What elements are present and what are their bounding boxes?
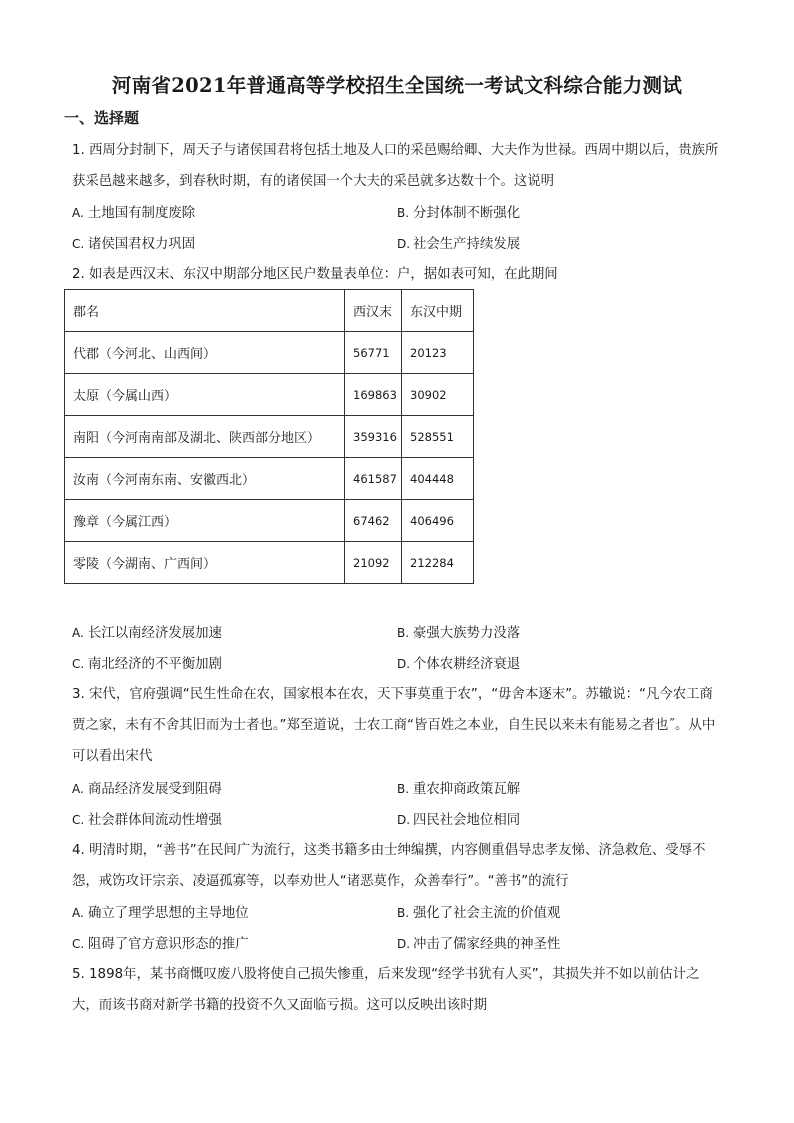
question-4-option-c: [72, 934, 249, 955]
option-text: 豪强大族势力没落: [413, 626, 521, 641]
question-3-option-a: [72, 779, 222, 800]
table-cell: 528551: [402, 416, 474, 458]
table-header-cell: 西汉末: [345, 290, 402, 332]
option-letter: A.: [72, 626, 84, 640]
option-letter: D.: [397, 813, 411, 827]
option-text: 重农抑商政策瓦解: [413, 782, 521, 797]
table-header-cell: 郡名: [65, 290, 345, 332]
table-cell: 南阳（今河南南部及湖北、陕西部分地区）: [65, 416, 345, 458]
option-text: 土地国有制度废除: [88, 206, 196, 221]
table-cell: 20123: [402, 332, 474, 374]
option-text: 阻碍了官方意识形态的推广: [88, 937, 249, 952]
question-3-option-c: [72, 810, 222, 831]
question-2-option-b: [397, 623, 520, 644]
table-row: [65, 416, 474, 458]
question-1-option-c: [72, 234, 195, 255]
question-4-stem: 4. 明清时期，“善书”在民间广为流行，这类书籍多由士绅编撰，内容侧重倡导忠孝友悌、济急救危、受辱不怨，戒饬攻讦宗亲、凌逼孤寡等，以奉劝世人“诸恶莫作，众善奉行”。“善书”的流行: [72, 843, 706, 889]
option-text: 南北经济的不平衡加剧: [88, 657, 222, 672]
question-3-stem: 3. 宋代，官府强调“民生性命在农，国家根本在农，天下事莫重于农”，“毋舍本逐末”。苏辙说：“凡今农工商贾之家，未有不舍其旧而为士者也。”郑至道说，士农工商“皆百姓之本业，自生民以来未有能易之者也˝。从中可以看出宋代: [72, 687, 716, 764]
page-title: 河南省2021年普通高等学校招生全国统一考试文科综合能力测试: [111, 74, 683, 97]
option-letter: A.: [72, 906, 84, 920]
table-header-row: [65, 290, 474, 332]
option-letter: D.: [397, 937, 411, 951]
question-4-option-b: [397, 903, 560, 924]
option-letter: A.: [72, 206, 84, 220]
table-cell: 359316: [345, 416, 402, 458]
table-cell: 豫章（今属江西）: [65, 500, 345, 542]
option-letter: B.: [397, 626, 410, 640]
option-letter: D.: [397, 237, 411, 251]
option-text: 长江以南经济发展加速: [88, 626, 222, 641]
table-row: [65, 332, 474, 374]
option-text: 分封体制不断强化: [413, 206, 521, 221]
question-1-option-a: [72, 203, 195, 224]
question-2-stem: 2. 如表是西汉末、东汉中期部分地区民户数量表单位：户，据如表可知，在此期间: [72, 267, 558, 282]
option-text: 诸侯国君权力巩固: [88, 237, 196, 252]
question-1-option-b: [397, 203, 520, 224]
table-cell: 461587: [345, 458, 402, 500]
option-letter: C.: [72, 237, 85, 251]
table-row: [65, 458, 474, 500]
table-cell: 212284: [402, 542, 474, 584]
option-text: 强化了社会主流的价值观: [413, 906, 561, 921]
option-letter: B.: [397, 782, 410, 796]
question-1-stem: 1. 西周分封制下，周天子与诸侯国君将包括土地及人口的采邑赐给卿、大夫作为世禄。西周中期以后，贵族所获采邑越来越多，到春秋时期，有的诸侯国一个大夫的采邑就多达数十个。这说明: [72, 143, 719, 189]
table-cell: 67462: [345, 500, 402, 542]
household-table: [64, 289, 474, 584]
table-cell: 21092: [345, 542, 402, 584]
table-cell: 代郡（今河北、山西间）: [65, 332, 345, 374]
option-letter: C.: [72, 657, 85, 671]
option-text: 个体农耕经济衰退: [413, 657, 521, 672]
table-cell: 404448: [402, 458, 474, 500]
option-letter: C.: [72, 813, 85, 827]
option-text: 四民社会地位相同: [413, 813, 521, 828]
table-row: [65, 500, 474, 542]
table-row: [65, 374, 474, 416]
table-cell: 30902: [402, 374, 474, 416]
question-3-option-d: [397, 810, 520, 831]
question-3-option-b: [397, 779, 520, 800]
option-letter: D.: [397, 657, 411, 671]
option-letter: C.: [72, 937, 85, 951]
table-row: [65, 542, 474, 584]
table-cell: 56771: [345, 332, 402, 374]
option-letter: A.: [72, 782, 84, 796]
option-text: 冲击了儒家经典的神圣性: [413, 937, 561, 952]
question-5-stem: 5. 1898年，某书商慨叹废八股将使自己损失惨重，后来发现“经学书犹有人买”，其损失并不如以前估计之大，而该书商对新学书籍的投资不久又面临亏损。这可以反映出该时期: [72, 967, 700, 1013]
question-2-option-c: [72, 654, 222, 675]
question-4-option-a: [72, 903, 249, 924]
option-text: 社会生产持续发展: [413, 237, 521, 252]
table-cell: 169863: [345, 374, 402, 416]
section-heading: 一、选择题: [64, 109, 140, 127]
question-4-option-d: [397, 934, 560, 955]
question-2-option-a: [72, 623, 222, 644]
option-letter: B.: [397, 906, 410, 920]
question-1-option-d: [397, 234, 520, 255]
question-2-option-d: [397, 654, 520, 675]
table-cell: 406496: [402, 500, 474, 542]
option-text: 社会群体间流动性增强: [88, 813, 222, 828]
table-cell: 汝南（今河南东南、安徽西北）: [65, 458, 345, 500]
option-letter: B.: [397, 206, 410, 220]
table-cell: 太原（今属山西）: [65, 374, 345, 416]
option-text: 确立了理学思想的主导地位: [88, 906, 249, 921]
table-cell: 零陵（今湖南、广西间）: [65, 542, 345, 584]
option-text: 商品经济发展受到阻碍: [88, 782, 222, 797]
table-header-cell: 东汉中期: [402, 290, 474, 332]
